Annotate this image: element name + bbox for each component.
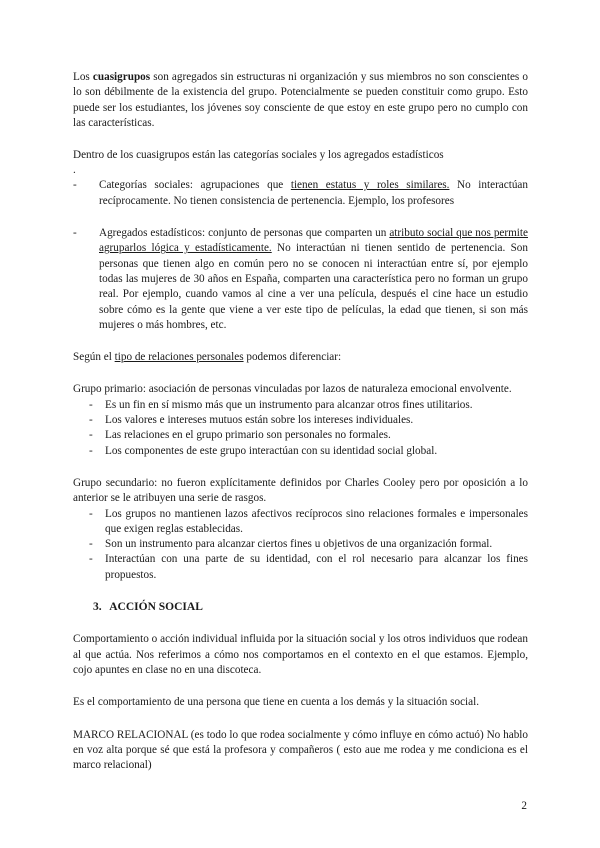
list-item-categorias	[73, 178, 528, 209]
paragraph-comportamiento: Comportamiento o acción individual influida por la situación social y los otros individuos que rodean al que actúa. Nos referimos a cómo nos comportamos en el contexto en el que estamos. Ejemplo, cojo apuntes en clase no en una discoteca.	[73, 633, 528, 676]
underlined-text: tipo de relaciones personales	[114, 351, 244, 364]
paragraph-tipo-relaciones	[73, 350, 528, 365]
text: Categorías sociales: agrupaciones que	[99, 179, 291, 192]
underlined-text: atributo social que nos permite agruparlos lógica y estadísticamente.	[99, 227, 528, 255]
agregados-list	[73, 226, 528, 333]
text: Según el	[73, 351, 115, 364]
paragraph-definicion: Es el comportamiento de una persona que tiene en cuenta a los demás y la situación social.	[73, 696, 480, 709]
text: podemos diferenciar:	[243, 351, 342, 364]
text: No interactúan ni tienen sentido de pertenencia. Son personas que tienen algo en común pero no se conocen ni interactúan entre sí, por ejemplo todas las mujeres de 30 años en España, comparten una característica pero no forman un grupo real. Por ejemplo, cuando vamos al cine a ver una película, después el cine hace un estudio sobre cómo es la gente que viene a ver este tipo de películas, la edad que tienen, si son más mujeres o más hombres, etc.	[99, 242, 528, 331]
page-number: 2	[521, 800, 527, 812]
paragraph-marco-relacional: MARCO RELACIONAL (es todo lo que rodea socialmente y cómo influye en cómo actuó) No hablo en voz alta porque sé que está la profesora y compañeros ( esto aue me rodea y me condiciona es el marco relacional)	[73, 728, 528, 772]
list-item-agregados	[73, 226, 528, 333]
list-item: - Los componentes de este grupo interactúan con su identidad social global.	[73, 444, 528, 459]
paragraph-grupo-secundario: Grupo secundario: no fueron explícitamente definidos por Charles Cooley pero por oposición a lo anterior se le atribuyen una serie de rasgos.	[73, 476, 528, 505]
grupo-secundario-list	[73, 507, 528, 583]
underlined-text: tienen estatus y roles similares.	[290, 179, 450, 192]
text: Los	[73, 71, 93, 83]
text: Agregados estadísticos: conjunto de personas que comparten un	[99, 227, 390, 240]
section-title: ACCIÓN SOCIAL	[109, 601, 203, 614]
cuasigrupos-list	[73, 178, 528, 209]
grupo-primario-list	[73, 398, 528, 459]
section-heading-accion-social	[73, 600, 528, 615]
list-item: - Interactúan con una parte de su identidad, con el rol necesario para alcanzar los fines propuestos.	[73, 552, 528, 583]
text: No interactúan recíprocamente. No tienen consistencia de pertenencia. Ejemplo, los profesores	[99, 179, 528, 207]
paragraph-grupo-primario: Grupo primario: asociación de personas vinculadas por lazos de naturaleza emocional envolvente.	[73, 383, 512, 396]
list-item: - Los grupos no mantienen lazos afectivos recíprocos sino relaciones formales e impersonales que exigen reglas establecidas.	[73, 507, 528, 538]
stray-dot: .	[73, 164, 76, 177]
text: son agregados sin estructuras ni organización y sus miembros no son conscientes o lo son débilmente de la existencia del grupo. Potencialmente se pueden constituir como grupo. Esto puede ser los estudiantes, los jóvenes soy consciente de que estoy en este grupo pero no cumplo con las características.	[73, 71, 529, 129]
paragraph-categorias-intro: Dentro de los cuasigrupos están las categorías sociales y los agregados estadísticos	[73, 149, 444, 162]
document-body	[73, 70, 528, 773]
section-number: 3.	[93, 601, 102, 614]
list-item: - Las relaciones en el grupo primario son personales no formales.	[73, 428, 528, 443]
list-item: - Es un fin en sí mismo más que un instrumento para alcanzar otros fines utilitarios.	[73, 398, 528, 413]
list-item: - Son un instrumento para alcanzar ciertos fines u objetivos de una organización formal.	[73, 537, 528, 552]
term-cuasigrupos: cuasigrupos	[92, 71, 151, 83]
paragraph-cuasigrupos	[73, 70, 528, 131]
list-item: - Los valores e intereses mutuos están sobre los intereses individuales.	[73, 413, 528, 428]
